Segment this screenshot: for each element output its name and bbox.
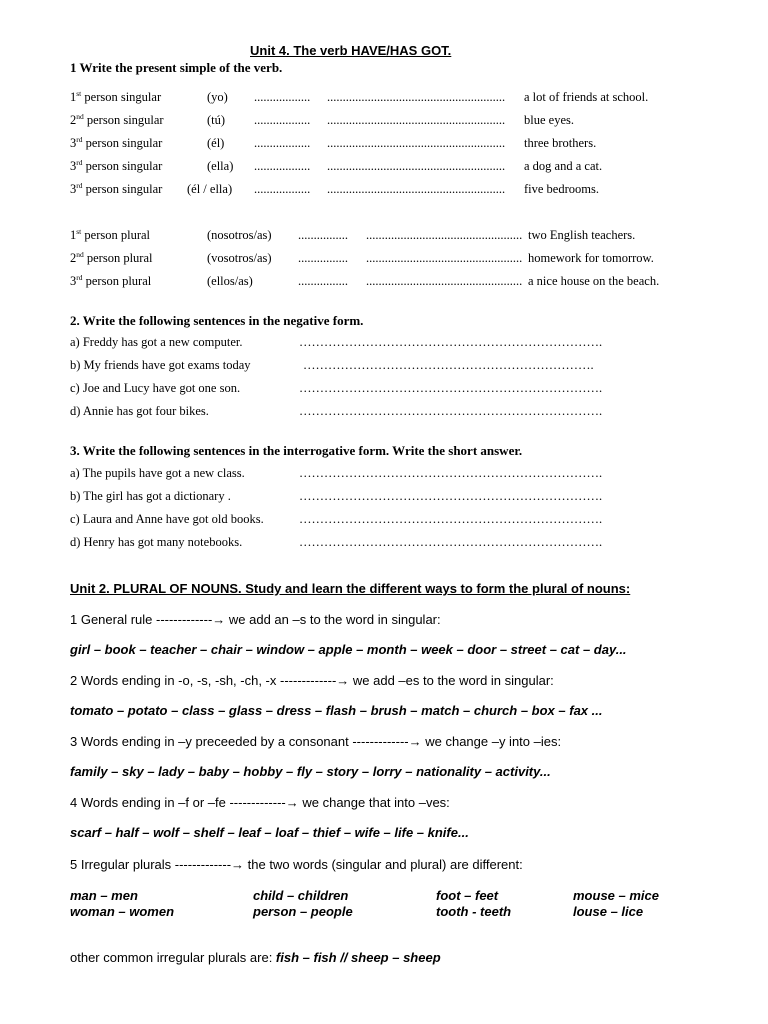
exercise2-heading: 2. Write the following sentences in the negative form.: [70, 313, 364, 328]
irregular-pair: foot – feet: [436, 888, 499, 903]
other-irregular-examples: fish – fish // sheep – sheep: [275, 950, 441, 965]
person-number: 3: [70, 182, 77, 196]
verb-blank: ................: [298, 228, 348, 242]
sentence-item: d) Annie has got four bikes.: [70, 404, 209, 418]
person-text: person plural: [81, 228, 150, 242]
answer-blank: ……………………………………………………………….: [299, 335, 603, 349]
person-ordinal-suffix: nd: [76, 112, 84, 121]
person-label: [70, 251, 152, 266]
answer-blank: ..................................................: [366, 274, 523, 288]
irregular-pair: child – children: [253, 888, 349, 903]
sentence-item: c) Joe and Lucy have got one son.: [70, 381, 241, 395]
sentence-item: d) Henry has got many notebooks.: [70, 535, 243, 549]
pronoun: (él / ella): [187, 182, 233, 196]
irregular-pair: man – men: [70, 888, 138, 903]
plural-rule: 1 General rule -------------→ we add an –s to the word in singular:: [70, 612, 441, 627]
page-title: Unit 4. The verb HAVE/HAS GOT.: [250, 43, 452, 58]
person-ordinal-suffix: rd: [76, 181, 83, 190]
person-number: 3: [70, 136, 77, 150]
sentence-item: b) The girl has got a dictionary .: [70, 489, 231, 503]
person-label: [70, 182, 162, 197]
person-label: [70, 159, 162, 174]
answer-blank: .........................................................: [327, 136, 506, 150]
sentence-ending: a nice house on the beach.: [528, 274, 660, 288]
sentence-ending: two English teachers.: [528, 228, 636, 242]
person-text: person plural: [82, 274, 152, 288]
person-text: person singular: [81, 90, 162, 104]
person-number: 3: [70, 274, 77, 288]
person-label: [70, 136, 162, 151]
answer-blank: .........................................................: [327, 159, 506, 173]
pronoun: (ellos/as): [207, 274, 253, 288]
pronoun: (vosotros/as): [207, 251, 272, 265]
person-ordinal-suffix: st: [76, 89, 82, 98]
plural-rule: 2 Words ending in -o, -s, -sh, -ch, -x -------------→ we add –es to the word in singular:: [70, 673, 554, 688]
irregular-rule: 5 Irregular plurals -------------→ the two words (singular and plural) are different:: [70, 857, 523, 872]
irregular-pair: woman – women: [70, 904, 175, 919]
verb-blank: ..................: [254, 136, 311, 150]
answer-blank: ……………………………………………………………….: [299, 489, 603, 503]
answer-blank: ……………………………………………………………….: [299, 535, 603, 549]
answer-blank: …………………………………………………………….: [303, 358, 594, 372]
sentence-item: c) Laura and Anne have got old books.: [70, 512, 264, 526]
person-label: [70, 274, 151, 289]
verb-blank: ..................: [254, 182, 311, 196]
answer-blank: ……………………………………………………………….: [299, 466, 603, 480]
person-number: 1: [70, 90, 77, 104]
sentence-ending: a lot of friends at school.: [524, 90, 649, 104]
verb-blank: ................: [298, 274, 348, 288]
person-label: [70, 90, 161, 105]
person-ordinal-suffix: rd: [76, 158, 83, 167]
plural-examples: girl – book – teacher – chair – window – apple – month – week – door – street – cat – day...: [70, 642, 627, 657]
pronoun: (nosotros/as): [207, 228, 272, 242]
answer-blank: ..................................................: [366, 228, 523, 242]
answer-blank: ..................................................: [366, 251, 523, 265]
sentence-ending: three brothers.: [524, 136, 597, 150]
sentence-ending: five bedrooms.: [524, 182, 599, 196]
other-irregular-line: [70, 950, 441, 965]
person-ordinal-suffix: st: [76, 227, 82, 236]
person-number: 2: [70, 251, 77, 265]
person-text: person singular: [82, 136, 163, 150]
person-number: 1: [70, 228, 77, 242]
pronoun: (yo): [207, 90, 228, 104]
person-number: 2: [70, 113, 77, 127]
exercise1-heading: 1 Write the present simple of the verb.: [70, 60, 283, 75]
verb-blank: ..................: [254, 113, 311, 127]
verb-blank: ..................: [254, 159, 311, 173]
plural-rule: 3 Words ending in –y preceeded by a consonant -------------→ we change –y into –ies:: [70, 734, 562, 749]
plural-rule: 4 Words ending in –f or –fe -------------→ we change that into –ves:: [70, 795, 450, 810]
answer-blank: ……………………………………………………………….: [299, 404, 603, 418]
sentence-ending: blue eyes.: [524, 113, 574, 127]
person-text: person plural: [83, 251, 153, 265]
sentence-ending: homework for tomorrow.: [528, 251, 654, 265]
sentence-item: b) My friends have got exams today: [70, 358, 251, 372]
answer-blank: ……………………………………………………………….: [299, 512, 603, 526]
plural-examples: tomato – potato – class – glass – dress – flash – brush – match – church – box – fax ...: [70, 703, 603, 718]
plural-examples: family – sky – lady – baby – hobby – fly – story – lorry – nationality – activity...: [70, 764, 551, 779]
person-text: person singular: [82, 159, 163, 173]
person-ordinal-suffix: rd: [76, 135, 83, 144]
person-label: [70, 113, 164, 128]
person-text: person singular: [82, 182, 163, 196]
sentence-item: a) The pupils have got a new class.: [70, 466, 245, 480]
irregular-pair: louse – lice: [573, 904, 644, 919]
irregular-pair: tooth - teeth: [436, 904, 512, 919]
verb-blank: ..................: [254, 90, 311, 104]
sentence-item: a) Freddy has got a new computer.: [70, 335, 243, 349]
person-number: 3: [70, 159, 77, 173]
person-text: person singular: [83, 113, 164, 127]
answer-blank: .........................................................: [327, 182, 506, 196]
answer-blank: ……………………………………………………………….: [299, 381, 603, 395]
plural-examples: scarf – half – wolf – shelf – leaf – loaf – thief – wife – life – knife...: [70, 825, 469, 840]
sentence-ending: a dog and a cat.: [524, 159, 603, 173]
person-ordinal-suffix: nd: [76, 250, 84, 259]
exercise3-heading: 3. Write the following sentences in the interrogative form. Write the short answer.: [70, 443, 523, 458]
answer-blank: .........................................................: [327, 113, 506, 127]
pronoun: (tú): [207, 113, 226, 127]
unit2-heading: Unit 2. PLURAL OF NOUNS. Study and learn the different ways to form the plural of nouns:: [70, 581, 631, 596]
other-irregular-prefix: other common irregular plurals are:: [70, 950, 276, 965]
irregular-pair: mouse – mice: [573, 888, 659, 903]
answer-blank: .........................................................: [327, 90, 506, 104]
person-ordinal-suffix: rd: [76, 273, 83, 282]
pronoun: (él): [207, 136, 225, 150]
irregular-pair: person – people: [253, 904, 353, 919]
pronoun: (ella): [207, 159, 234, 173]
verb-blank: ................: [298, 251, 348, 265]
person-label: [70, 228, 150, 243]
